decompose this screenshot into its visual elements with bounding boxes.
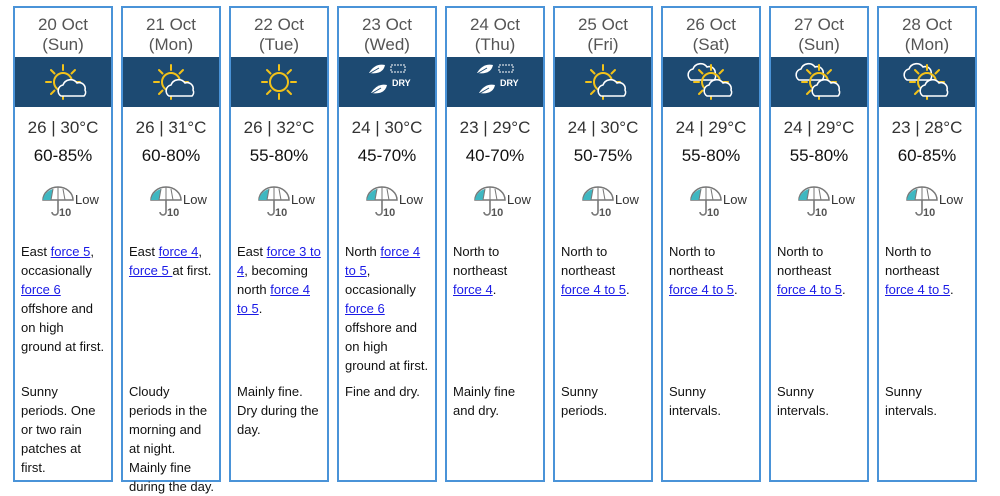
svg-text:10: 10 (491, 207, 504, 219)
wind-text: , occasionally (345, 263, 416, 297)
psr-label: Low (291, 192, 315, 207)
wind-text: North to northeast (453, 244, 508, 278)
psr-indicator (231, 184, 327, 222)
wind-forecast (237, 242, 323, 318)
temperature-range: 24 | 29°C (783, 118, 855, 137)
weather-description: Mainly fine. Dry during the day. (237, 384, 319, 437)
humidity-range: 55-80% (789, 146, 849, 165)
day-column (661, 6, 761, 482)
wind-text: . (950, 282, 954, 297)
date-header (555, 8, 651, 56)
temperature-range: 23 | 29°C (459, 118, 531, 137)
weather-icon-bar (15, 57, 111, 107)
wind-text: North to northeast (561, 244, 616, 278)
day-column (337, 6, 437, 482)
day-column (769, 6, 869, 482)
temperature-range: 26 | 31°C (135, 118, 207, 137)
date-header (447, 8, 543, 56)
wind-force-link[interactable]: force 4 to 5 (669, 282, 735, 297)
psr-label: Low (399, 192, 423, 207)
day-column (877, 6, 977, 482)
psr-indicator (15, 184, 111, 222)
weather-description: Mainly fine and dry. (453, 384, 516, 418)
day-column (229, 6, 329, 482)
humidity-range: 55-80% (249, 146, 309, 165)
date-header (231, 8, 327, 56)
wind-force-link[interactable]: force 6 (345, 301, 385, 316)
date-label: 28 Oct (901, 15, 953, 34)
psr-label: Low (939, 192, 963, 207)
date-header (123, 8, 219, 56)
dry-label: DRY (500, 78, 519, 88)
svg-text:10: 10 (923, 207, 936, 219)
wind-text: North to northeast (885, 244, 940, 278)
psr-indicator (879, 184, 975, 222)
weekday-label: (Fri) (587, 35, 619, 54)
weather-description: Sunny periods. One or two rain patches at first. (21, 384, 96, 475)
wind-force-link[interactable]: force 4 to 5 (345, 244, 421, 278)
wind-forecast (453, 242, 539, 299)
psr-indicator (447, 184, 543, 222)
weather-icon-bar (555, 57, 651, 107)
psr-indicator (555, 184, 651, 222)
weather-icon-bar (231, 57, 327, 107)
wind-forecast (669, 242, 755, 299)
wind-text: North to northeast (669, 244, 724, 278)
wind-force-link[interactable]: force 5 (50, 244, 91, 259)
temperature-range: 24 | 30°C (567, 118, 639, 137)
date-header (339, 8, 435, 56)
weekday-label: (Mon) (148, 35, 194, 54)
wind-forecast (561, 242, 647, 299)
wind-text: East (21, 244, 51, 259)
svg-text:10: 10 (275, 207, 288, 219)
wind-forecast (129, 242, 215, 280)
psr-indicator (771, 184, 867, 222)
wind-force-link[interactable]: force 6 (21, 282, 61, 297)
date-label: 25 Oct (577, 15, 629, 34)
psr-indicator (663, 184, 759, 222)
wind-text: . (492, 282, 497, 297)
humidity-range: 40-70% (465, 146, 525, 165)
svg-text:10: 10 (383, 207, 396, 219)
weather-icon-bar (447, 57, 543, 107)
svg-text:10: 10 (59, 207, 72, 219)
temperature-range: 24 | 30°C (351, 118, 423, 137)
weather-description: Cloudy periods in the morning and at night. Mainly fine during the day. (129, 384, 215, 494)
psr-label: Low (723, 192, 747, 207)
wind-force-link[interactable]: force 4 to 5 (561, 282, 627, 297)
svg-text:10: 10 (707, 207, 720, 219)
wind-force-link[interactable]: force 3 to 4 (237, 244, 321, 278)
wind-force-link[interactable]: force 4 to 5 (237, 282, 310, 316)
humidity-range: 55-80% (681, 146, 741, 165)
date-label: 21 Oct (145, 15, 197, 34)
weather-icon-bar (771, 57, 867, 107)
wind-text: at first. (172, 263, 212, 278)
psr-label: Low (615, 192, 639, 207)
weather-description: Fine and dry. (345, 384, 420, 399)
wind-forecast (345, 242, 431, 375)
psr-label: Low (183, 192, 207, 207)
wind-text: . (258, 301, 263, 316)
date-header (879, 8, 975, 56)
wind-text: . (626, 282, 630, 297)
weather-description: Sunny periods. (561, 384, 608, 418)
date-label: 27 Oct (793, 15, 845, 34)
humidity-range: 50-75% (573, 146, 633, 165)
temperature-range: 24 | 29°C (675, 118, 747, 137)
wind-text: , becoming north (237, 263, 308, 297)
wind-text: North to northeast (777, 244, 832, 278)
humidity-range: 60-85% (33, 146, 93, 165)
wind-force-link[interactable]: force 4 to 5 (885, 282, 951, 297)
day-column (553, 6, 653, 482)
date-label: 20 Oct (37, 15, 89, 34)
wind-text: . (842, 282, 846, 297)
weather-icon-bar (339, 57, 435, 107)
wind-text: offshore and on high ground at first. (21, 301, 105, 354)
wind-text: East (237, 244, 267, 259)
svg-text:10: 10 (167, 207, 180, 219)
wind-text: East (129, 244, 159, 259)
humidity-range: 45-70% (357, 146, 417, 165)
weekday-label: (Wed) (364, 35, 410, 54)
psr-label: Low (507, 192, 531, 207)
wind-force-link[interactable]: force 4 to 5 (777, 282, 843, 297)
wind-forecast (21, 242, 107, 356)
date-header (771, 8, 867, 56)
wind-text: . (734, 282, 738, 297)
psr-indicator (339, 184, 435, 222)
weather-description: Sunny intervals. (669, 384, 722, 418)
psr-indicator (123, 184, 219, 222)
date-header (663, 8, 759, 56)
weather-icon-bar (123, 57, 219, 107)
svg-text:10: 10 (599, 207, 612, 219)
wind-text: , (198, 244, 202, 259)
date-label: 26 Oct (685, 15, 737, 34)
wind-force-link[interactable]: force 4 (453, 282, 493, 297)
wind-forecast (885, 242, 971, 299)
weather-icon-bar (663, 57, 759, 107)
weekday-label: (Sun) (798, 35, 840, 54)
wind-forecast (777, 242, 863, 299)
weekday-label: (Sun) (42, 35, 84, 54)
wind-text: offshore and on high ground at first. (345, 320, 429, 373)
weather-icon-bar (879, 57, 975, 107)
date-label: 23 Oct (361, 15, 413, 34)
temperature-range: 26 | 32°C (243, 118, 315, 137)
day-column (121, 6, 221, 494)
day-column (13, 6, 113, 482)
psr-label: Low (831, 192, 855, 207)
weather-description: Sunny intervals. (777, 384, 830, 418)
psr-label: Low (75, 192, 99, 207)
wind-force-link[interactable]: force 4 (158, 244, 199, 259)
humidity-range: 60-80% (141, 146, 201, 165)
temperature-range: 26 | 30°C (27, 118, 99, 137)
date-label: 22 Oct (253, 15, 305, 34)
wind-text: North (345, 244, 381, 259)
humidity-range: 60-85% (897, 146, 957, 165)
dry-label: DRY (392, 78, 411, 88)
wind-text: , occasionally (21, 244, 94, 278)
day-column (445, 6, 545, 482)
wind-force-link[interactable]: force 5 (129, 263, 173, 278)
weekday-label: (Mon) (904, 35, 950, 54)
svg-text:10: 10 (815, 207, 828, 219)
date-header (15, 8, 111, 56)
temperature-range: 23 | 28°C (891, 118, 963, 137)
date-label: 24 Oct (469, 15, 521, 34)
weather-description: Sunny intervals. (885, 384, 938, 418)
weekday-label: (Sat) (692, 35, 730, 54)
weekday-label: (Thu) (474, 35, 516, 54)
weekday-label: (Tue) (259, 35, 299, 54)
